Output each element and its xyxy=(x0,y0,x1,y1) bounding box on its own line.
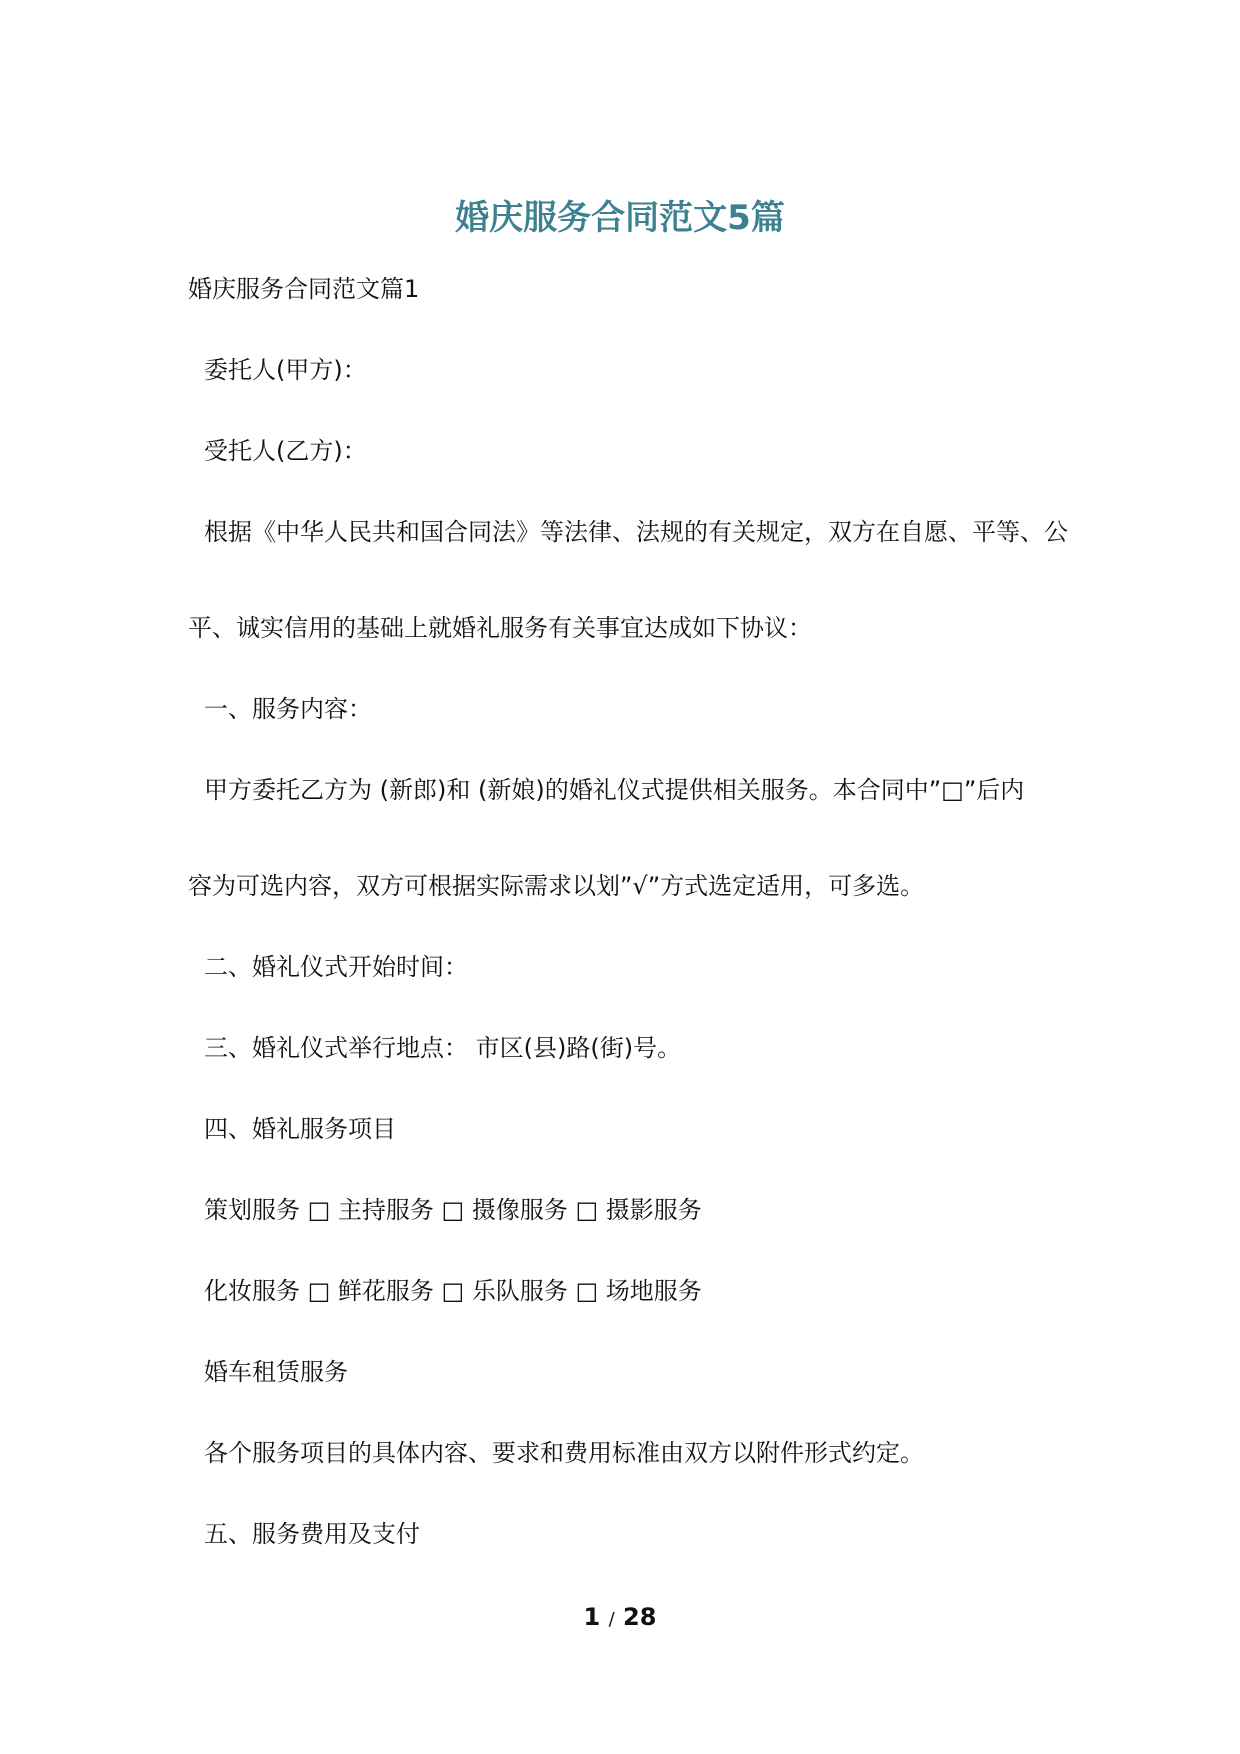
service-options-line: 化妆服务 □ 鲜花服务 □ 乐队服务 □ 场地服务 xyxy=(204,1277,702,1305)
clause-heading: 五、服务费用及支付 xyxy=(204,1520,420,1548)
party-a-line: 委托人(甲方)： xyxy=(204,356,367,384)
paragraph-line: 平、诚实信用的基础上就婚礼服务有关事宜达成如下协议： xyxy=(188,614,812,642)
clause-heading: 一、服务内容： xyxy=(204,695,372,723)
section-heading: 婚庆服务合同范文篇1 xyxy=(188,275,420,303)
party-b-line: 受托人(乙方)： xyxy=(204,437,367,465)
page-current: 1 xyxy=(583,1603,601,1631)
service-options-line: 婚车租赁服务 xyxy=(204,1358,348,1386)
paragraph-line: 各个服务项目的具体内容、要求和费用标准由双方以附件形式约定。 xyxy=(204,1439,924,1467)
paragraph-line: 容为可选内容，双方可根据实际需求以划”√”方式选定适用，可多选。 xyxy=(188,872,925,900)
clause-heading: 四、婚礼服务项目 xyxy=(204,1115,396,1143)
page-total: 28 xyxy=(623,1603,657,1631)
page-separator: / xyxy=(608,1609,615,1630)
clause-heading: 三、婚礼仪式举行地点： 市区(县)路(街)号。 xyxy=(204,1034,682,1062)
service-options-line: 策划服务 □ 主持服务 □ 摄像服务 □ 摄影服务 xyxy=(204,1196,702,1224)
page-number xyxy=(0,1600,1240,1637)
paragraph-line: 根据《中华人民共和国合同法》等法律、法规的有关规定，双方在自愿、平等、公 xyxy=(204,518,1068,546)
clause-heading: 二、婚礼仪式开始时间： xyxy=(204,953,468,981)
document-title: 婚庆服务合同范文5篇 xyxy=(455,198,785,238)
paragraph-line: 甲方委托乙方为 (新郎)和 (新娘)的婚礼仪式提供相关服务。本合同中”□”后内 xyxy=(204,776,1025,804)
